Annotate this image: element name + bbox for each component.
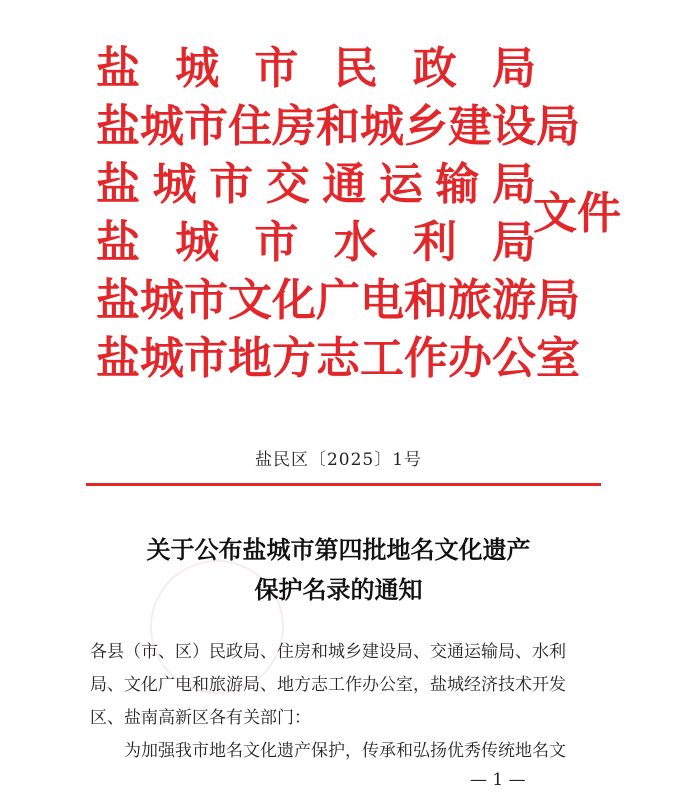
- issuer-char: 乡: [404, 101, 448, 152]
- issuer-char: 市: [184, 333, 228, 384]
- issuer-char: 城: [140, 275, 184, 326]
- issuer-char: 住: [228, 101, 272, 152]
- page-number: — 1 —: [470, 770, 526, 790]
- issuer-char: 交: [265, 159, 310, 210]
- issuer-culture-tourism: [96, 272, 580, 330]
- title-line-1: 关于公布盐城市第四批地名文化遗产: [146, 535, 531, 564]
- issuer-char: 市: [254, 217, 299, 268]
- issuer-civil-affairs: [96, 40, 536, 98]
- issuer-char: 利: [412, 217, 457, 268]
- issuer-char: 城: [152, 159, 197, 210]
- issuer-char: 盐: [96, 43, 140, 94]
- issuer-char: 和: [316, 101, 360, 152]
- addressee-line-3: 区、盐南高新区各有关部门：: [90, 708, 311, 728]
- issuer-char: 室: [536, 333, 580, 384]
- addressee-line-1: 各县（市、区）民政局、住房和城乡建设局、交通运输局、水利: [90, 642, 566, 662]
- issuer-char: 盐: [96, 159, 140, 210]
- issuer-char: 局: [491, 43, 536, 94]
- issuer-transport: [96, 156, 536, 214]
- issuer-char: 局: [536, 275, 580, 326]
- issuer-char: 城: [140, 101, 184, 152]
- issuer-char: 局: [491, 159, 536, 210]
- issuer-char: 文: [228, 275, 272, 326]
- issuer-char: 市: [184, 275, 228, 326]
- title-line-2: 保护名录的通知: [254, 575, 423, 604]
- issuer-char: 局: [491, 217, 536, 268]
- issuer-char: 广: [316, 275, 360, 326]
- issuer-char: 设: [492, 101, 536, 152]
- issuer-char: 盐: [96, 333, 140, 384]
- issuer-char: 旅: [448, 275, 492, 326]
- paragraph-first-line: 为加强我市地名文化遗产保护，传承和弘扬优秀传统地名文: [124, 741, 566, 761]
- issuer-char: 城: [360, 101, 404, 152]
- issuer-char: 通: [322, 159, 367, 210]
- issuer-char: 建: [448, 101, 492, 152]
- issuer-char: 志: [316, 333, 360, 384]
- issuer-housing-construction: [96, 98, 580, 156]
- issuer-char: 输: [435, 159, 480, 210]
- issuer-char: 电: [360, 275, 404, 326]
- issuer-char: 运: [378, 159, 423, 210]
- issuer-char: 房: [272, 101, 316, 152]
- issuer-char: 方: [272, 333, 316, 384]
- notice-title: [0, 530, 677, 610]
- issuer-char: 游: [492, 275, 536, 326]
- issuer-char: 民: [333, 43, 378, 94]
- issuer-char: 政: [412, 43, 457, 94]
- document-suffix: 文件: [533, 188, 621, 239]
- issuer-char: 公: [492, 333, 536, 384]
- issuer-char: 盐: [96, 217, 140, 268]
- document-number: 盐民区〔2025〕1号: [254, 450, 423, 470]
- addressee-line-2: 局、文化广电和旅游局、地方志工作办公室，盐城经济技术开发: [90, 675, 566, 695]
- issuer-char: 化: [272, 275, 316, 326]
- issuer-char: 工: [360, 333, 404, 384]
- issuer-char: 市: [209, 159, 254, 210]
- issuer-water-resources: [96, 214, 536, 272]
- issuer-char: 市: [184, 101, 228, 152]
- issuer-char: 市: [254, 43, 299, 94]
- issuer-char: 城: [175, 43, 220, 94]
- issuer-char: 作: [404, 333, 448, 384]
- issuer-char: 办: [448, 333, 492, 384]
- issuer-char: 城: [140, 333, 184, 384]
- issuer-char: 城: [175, 217, 220, 268]
- issuer-char: 水: [333, 217, 378, 268]
- red-divider-line: [86, 483, 601, 486]
- issuer-char: 盐: [96, 101, 140, 152]
- issuer-char: 和: [404, 275, 448, 326]
- notice-body: [90, 636, 600, 768]
- issuer-local-chronicles: [96, 330, 580, 388]
- issuer-char: 盐: [96, 275, 140, 326]
- issuer-char: 局: [536, 101, 580, 152]
- issuer-char: 地: [228, 333, 272, 384]
